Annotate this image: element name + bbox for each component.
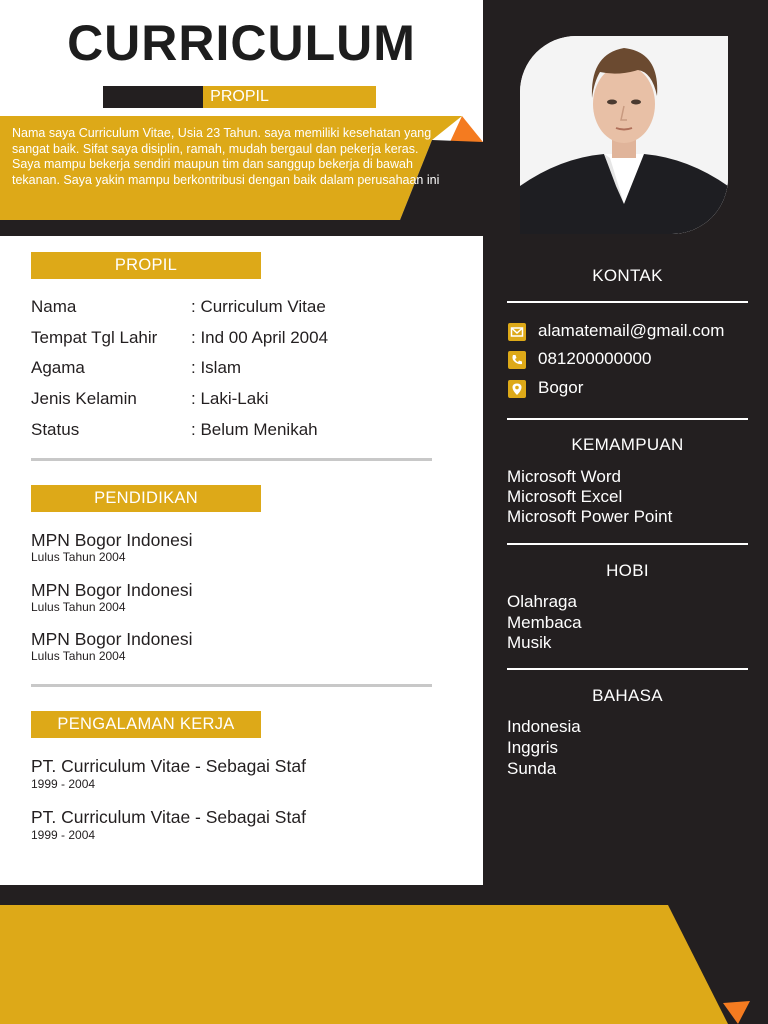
profile-row-key: Status [31,420,80,439]
portrait-image [520,36,728,234]
skill-item: Microsoft Power Point [507,507,673,526]
contact-phone: 081200000000 [538,349,652,368]
language-item: Inggris [507,738,559,757]
skill-item: Microsoft Excel [507,487,623,506]
document-title: CURRICULUM [67,15,416,71]
footer-orange-accent [723,1001,750,1024]
skills-heading: KEMAMPUAN [571,435,684,454]
sidebar-divider [507,418,748,420]
envelope-icon [508,323,526,341]
language-item: Sunda [507,759,557,778]
contact-location: Bogor [538,378,584,397]
education-section-label: PENDIDIKAN [31,485,261,512]
contact-email: alamatemail@gmail.com [538,321,725,340]
languages-heading: BAHASA [592,686,663,705]
experience-section-label: PENGALAMAN KERJA [31,711,261,738]
profile-section-label: PROPIL [31,252,261,279]
footer-gold-band [0,905,728,1024]
experience-period: 1999 - 2004 [31,828,96,842]
contact-heading: KONTAK [592,266,663,285]
experience-position: PT. Curriculum Vitae - Sebagai Staf [31,756,306,776]
sidebar-divider [507,543,748,545]
education-school: MPN Bogor Indonesi [31,580,193,600]
experience-period: 1999 - 2004 [31,777,96,791]
hobby-item: Olahraga [507,592,577,611]
profile-row-value: : Belum Menikah [191,420,318,439]
hobbies-heading: HOBI [606,561,649,580]
profile-row-value: : Curriculum Vitae [191,297,326,316]
intro-label-bar [103,86,376,108]
profile-photo [520,36,728,234]
location-pin-icon [508,380,526,398]
hobby-item: Musik [507,633,552,652]
sidebar-divider [507,301,748,303]
profile-row-value: : Ind 00 April 2004 [191,328,329,347]
education-year: Lulus Tahun 2004 [31,649,126,663]
language-item: Indonesia [507,717,581,736]
profile-row-value: : Islam [191,358,242,377]
hobby-item: Membaca [507,613,582,632]
education-school: MPN Bogor Indonesi [31,530,193,550]
experience-position: PT. Curriculum Vitae - Sebagai Staf [31,807,306,827]
skill-item: Microsoft Word [507,467,621,486]
education-year: Lulus Tahun 2004 [31,600,126,614]
profile-row-key: Tempat Tgl Lahir [31,328,158,347]
profile-row-key: Jenis Kelamin [31,389,137,408]
profile-row-key: Agama [31,358,85,377]
profile-row-key: Nama [31,297,77,316]
intro-label-text: PROPIL [210,88,269,105]
section-divider [31,458,432,461]
sidebar-divider [507,668,748,670]
education-school: MPN Bogor Indonesi [31,629,193,649]
intro-paragraph: Nama saya Curriculum Vitae, Usia 23 Tahun. saya memiliki kesehatan yang sangat baik. Sifat saya disiplin, ramah, mudah bergaul dan pekerja keras. Saya mampu bekerja sendiri maupun tim dan sanggup bekerja di bawah tekanan. Saya yakin mampu berkontribusi dengan baik dalam perusahaan ini [12,126,440,187]
section-divider [31,684,432,687]
profile-row-value: : Laki-Laki [191,389,269,408]
education-year: Lulus Tahun 2004 [31,550,126,564]
footer-banner [0,885,768,1024]
phone-icon [508,351,526,369]
